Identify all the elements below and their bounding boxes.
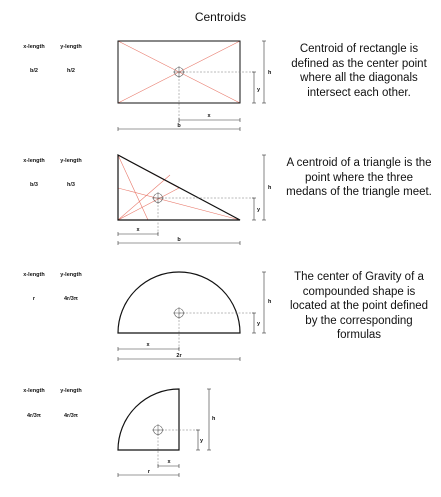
y-length-header-3: y-length <box>60 272 82 278</box>
description-rectangle: Centroid of rectangle is defined as the center point where all the diagonals intersect each other. <box>291 43 427 99</box>
x-length-value-4: 4r/3π <box>27 413 41 419</box>
quarter-circle-shape <box>118 389 179 450</box>
x-length-header-1: x-length <box>23 44 45 50</box>
triangle-diagram <box>118 155 272 245</box>
dim-x-2: x <box>136 227 140 233</box>
y-length-header-4: y-length <box>60 388 82 394</box>
x-length-header-3: x-length <box>23 272 45 278</box>
y-length-header-1: y-length <box>60 44 82 50</box>
dim-b-1: b <box>177 123 181 129</box>
dim-r-4: r <box>147 469 151 475</box>
description-semicircle: The center of Gravity of a compounded shape is located at the point defined by the corresponding formulas <box>289 271 429 341</box>
x-length-value-3: r <box>32 296 36 302</box>
description-triangle: A centroid of a triangle is the point where the three medans of the triangle meet. <box>286 157 432 198</box>
semicircle-diagram <box>118 272 272 361</box>
dim-2r-3: 2r <box>176 353 182 359</box>
y-length-value-1: h/2 <box>67 68 75 74</box>
x-length-value-2: b/3 <box>30 182 38 188</box>
dim-y-2: y <box>257 207 261 213</box>
x-length-value-1: b/2 <box>30 68 38 74</box>
dim-x-1: x <box>207 113 211 119</box>
y-length-header-2: y-length <box>60 158 82 164</box>
dim-h-4: h <box>212 416 216 422</box>
quarter-circle-diagram <box>118 389 216 477</box>
dim-x-4: x <box>167 459 171 465</box>
dim-y-1: y <box>257 87 261 93</box>
dim-h-1: h <box>268 70 272 76</box>
dim-y-4: y <box>200 438 204 444</box>
y-length-value-2: h/3 <box>67 182 75 188</box>
rectangle-diagram <box>118 41 272 131</box>
x-length-header-4: x-length <box>23 388 45 394</box>
dim-b-2: b <box>177 237 181 243</box>
page-title: Centroids <box>194 10 247 24</box>
y-length-value-4: 4r/3π <box>64 413 78 419</box>
dim-y-3: y <box>257 321 261 327</box>
dim-x-3: x <box>146 342 150 348</box>
x-length-header-2: x-length <box>23 158 45 164</box>
dim-h-2: h <box>268 185 272 191</box>
y-length-value-3: 4r/3π <box>64 296 78 302</box>
dim-h-3: h <box>268 299 272 305</box>
